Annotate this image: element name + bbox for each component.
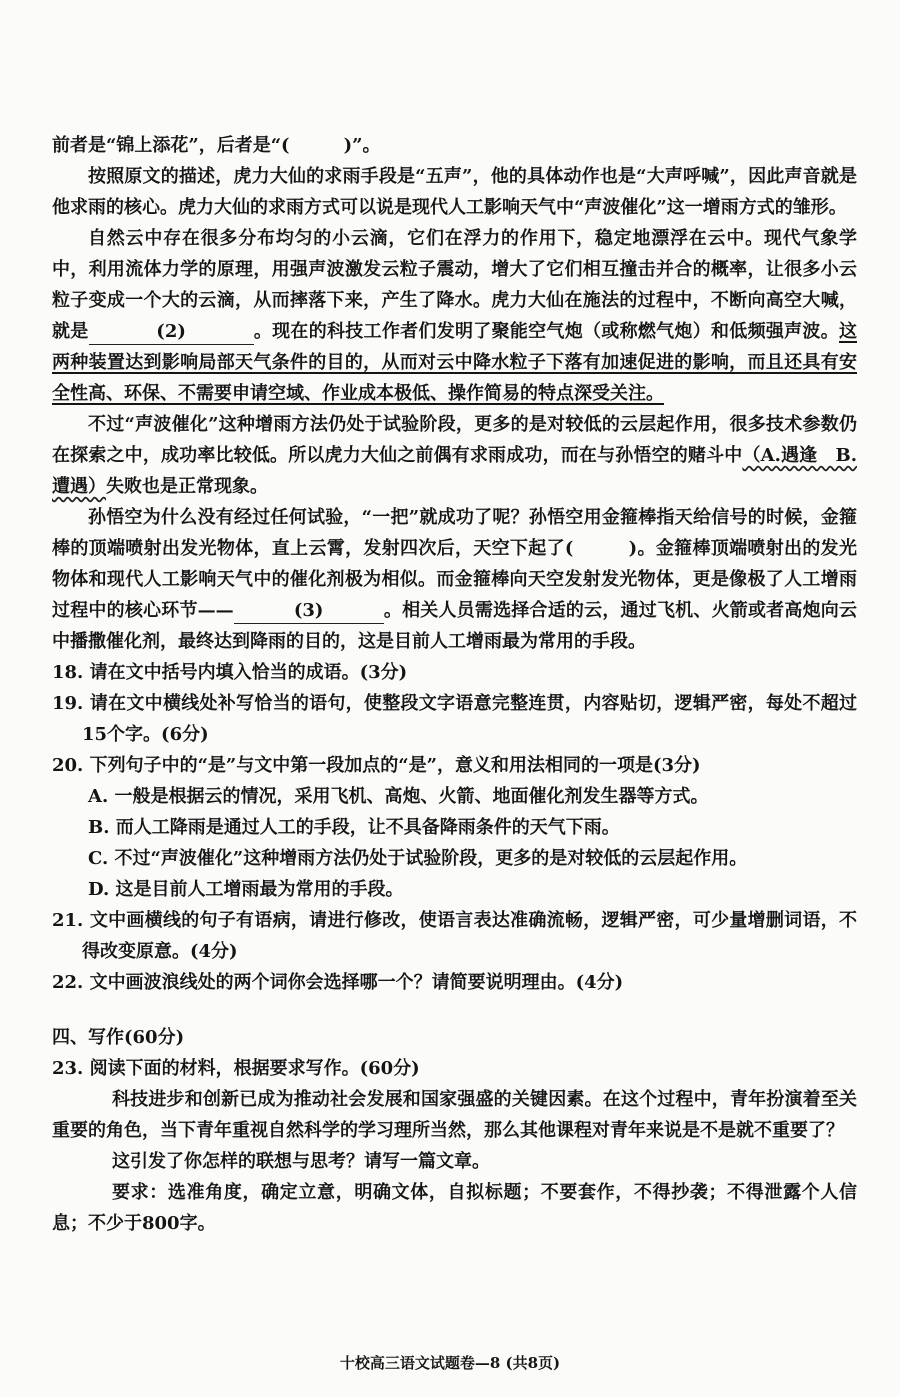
writing-material: 科技进步和创新已成为推动社会发展和国家强盛的关键因素。在这个过程中，青年扮演着至关重要的角色，当下青年重视自然科学的学习理所当然，那么其他课程对青年来说是不是就不重要了？ (52, 1089, 857, 1141)
passage-paragraph (52, 409, 857, 502)
fill-blank-3: (3) (234, 599, 384, 624)
page-content (52, 130, 857, 1239)
passage-paragraph: 前者是“锦上添花”，后者是“( )”。 (52, 135, 381, 156)
question-20-option-c: C. 不过“声波催化”这种增雨方法仍处于试验阶段，更多的是对较低的云层起作用。 (88, 848, 748, 869)
underlined-sentence: 这两种装置达到影响局部天气条件的目的，从而对云中降水粒子下落有加速促进的影响，而且还具有安全性高、环保、不需要申请空域、作业成本极低、操作简易的特点深受关注。 (52, 321, 858, 404)
passage-text: 。相关人员需选择合适的云，通过飞机、火箭或者高炮向云中播撒催化剂，最终达到降雨的目的，这是目前人工增雨最为常用的手段。 (52, 600, 858, 652)
writing-prompt: 这引发了你怎样的联想与思考？请写一篇文章。 (112, 1151, 490, 1172)
question-20: 20. 下列句子中的“是”与文中第一段加点的“是”，意义和用法相同的一项是(3分) (52, 755, 701, 776)
passage-text: 孙悟空为什么没有经过任何试验，“一把”就成功了呢？孙悟空用金箍棒指天给信号的时候，金箍棒的顶端喷射出发光物体，直上云霄，发射四次后，天空下起了( )。金箍棒顶端喷射出的发光物体和现代人工影响天气中的催化剂极为相似。而金箍棒向天空发射发光物体，更是像极了人工增雨过程中的核心环节—— (52, 507, 857, 621)
passage-text: 。现在的科技工作者们发明了聚能空气炮（或称燃气炮）和低频强声波。 (253, 321, 840, 342)
passage-paragraph (52, 502, 857, 657)
wavy-underlined-words: （A.遇逢 B.遭遇） (52, 445, 857, 497)
passage-text: 失败也是正常现象。 (106, 476, 268, 497)
question-18: 18. 请在文中括号内填入恰当的成语。(3分) (52, 662, 408, 683)
question-20-option-a: A. 一般是根据云的情况，采用飞机、高炮、火箭、地面催化剂发生器等方式。 (88, 786, 709, 807)
writing-requirements: 要求：选准角度，确定立意，明确文体，自拟标题；不要套作，不得抄袭；不得泄露个人信息；不少于800字。 (52, 1182, 857, 1234)
section-gap (52, 998, 857, 1022)
question-19: 19. 请在文中横线处补写恰当的语句，使整段文字语意完整连贯，内容贴切，逻辑严密，每处不超过15个字。(6分) (52, 693, 857, 745)
question-22: 22. 文中画波浪线处的两个词你会选择哪一个？请简要说明理由。(4分) (52, 972, 624, 993)
question-23: 23. 阅读下面的材料，根据要求写作。(60分) (52, 1058, 420, 1079)
passage-text: 自然云中存在很多分布均匀的小云滴，它们在浮力的作用下，稳定地漂浮在云中。现代气象学中，利用流体力学的原理，用强声波激发云粒子震动，增大了它们相互撞击并合的概率，让很多小云粒子变成一个大的云滴，从而摔落下来，产生了降水。虎力大仙在施法的过程中，不断向高空大喊，就是 (52, 228, 857, 342)
section-heading-writing: 四、写作(60分) (52, 1027, 185, 1048)
passage-text: 不过“声波催化”这种增雨方法仍处于试验阶段，更多的是对较低的云层起作用，很多技术参数仍在探索之中，成功率比较低。所以虎力大仙之前偶有求雨成功，而在与孙悟空的赌斗中 (52, 414, 857, 466)
fill-blank-2: (2) (89, 320, 254, 345)
question-20-option-d: D. 这是目前人工增雨最为常用的手段。 (88, 879, 404, 900)
question-21: 21. 文中画横线的句子有语病，请进行修改，使语言表达准确流畅，逻辑严密，可少量增删词语，不得改变原意。(4分) (52, 910, 857, 962)
page-footer: 十校高三语文试题卷—8 (共8页) (339, 1354, 561, 1372)
passage-paragraph (52, 223, 857, 409)
passage-paragraph: 按照原文的描述，虎力大仙的求雨手段是“五声”，他的具体动作也是“大声呼喊”，因此声音就是他求雨的核心。虎力大仙的求雨方式可以说是现代人工影响天气中“声波催化”这一增雨方式的雏形。 (52, 166, 857, 218)
question-20-option-b: B. 而人工降雨是通过人工的手段，让不具备降雨条件的天气下雨。 (88, 817, 620, 838)
